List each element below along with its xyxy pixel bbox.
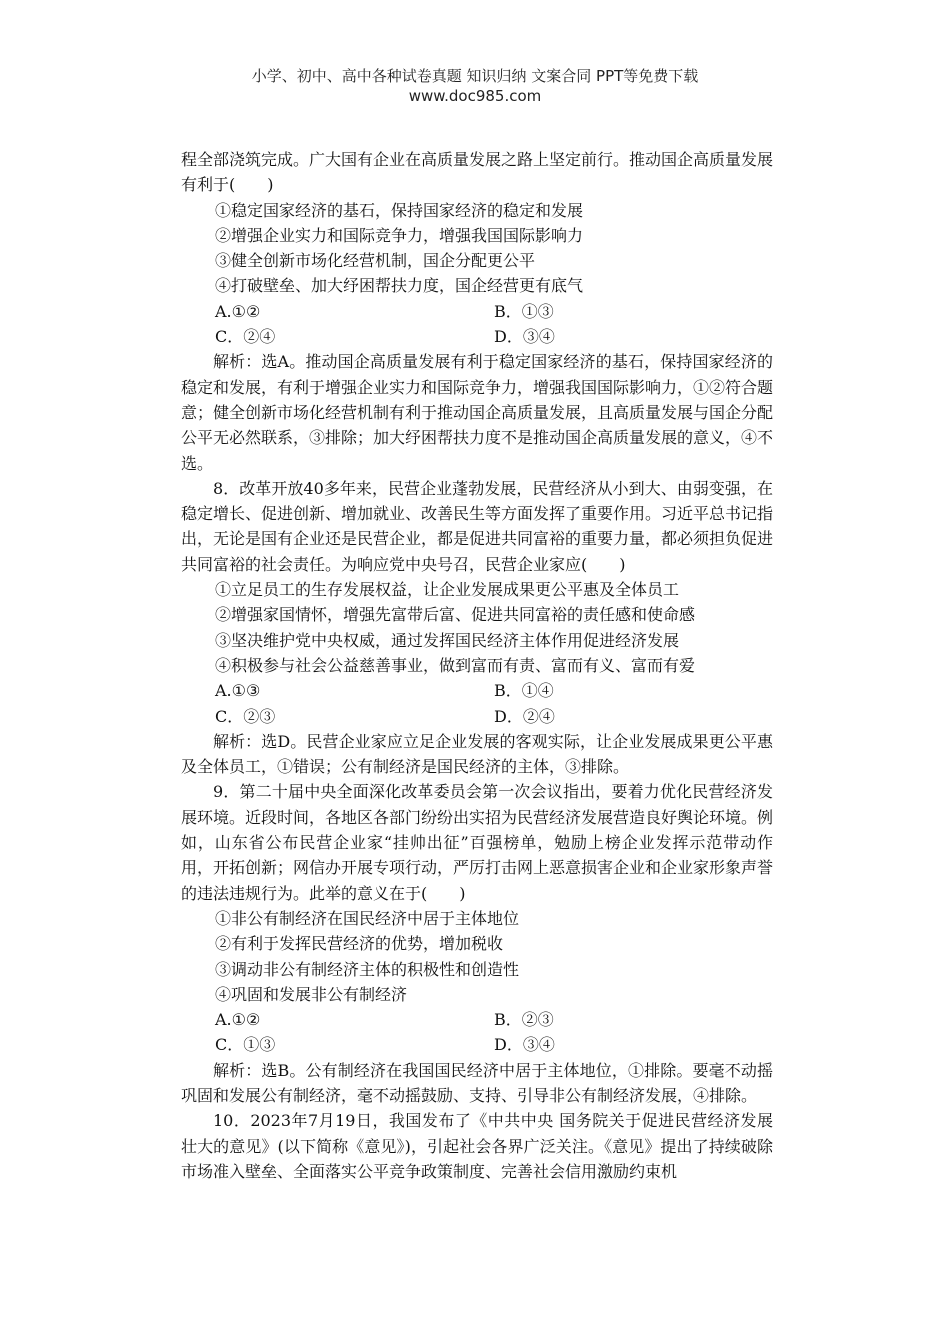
q8-option-b: B．①④ <box>494 681 554 701</box>
q7-stem: 程全部浇筑完成。广大国有企业在高质量发展之路上坚定前行。推动国企高质量发展有利于( ) <box>181 150 774 195</box>
q7-option-a: A.①② <box>215 301 261 321</box>
q7-item-1: ①稳定国家经济的基石，保持国家经济的稳定和发展 <box>215 200 584 220</box>
page-header <box>0 66 950 106</box>
q9-option-c: C．①③ <box>215 1035 276 1055</box>
q9-option-d: D．③④ <box>494 1035 555 1055</box>
q8-option-c: C．②③ <box>215 706 276 726</box>
q8-option-d: D．②④ <box>494 706 555 726</box>
q7-option-d: D．③④ <box>494 327 555 347</box>
header-promo-text: 小学、初中、高中各种试卷真题 知识归纳 文案合同 PPT等免费下载 <box>251 67 699 85</box>
q7-item-3: ③健全创新市场化经营机制，国企分配更公平 <box>215 251 536 271</box>
q10-stem: 10．2023年7月19日，我国发布了《中共中央 国务院关于促进民营经济发展壮大的意见》(以下简称《意见》)，引起社会各界广泛关注。《意见》提出了持续破除市场准入壁垒、全面落实公平竞争政策制度、完善社会信用激励约束机 <box>181 1111 773 1181</box>
q9-item-1: ①非公有制经济在国民经济中居于主体地位 <box>215 908 520 928</box>
q7-options-row-1 <box>181 299 773 324</box>
q7-item-2: ②增强企业实力和国际竞争力，增强我国国际影响力 <box>215 225 584 245</box>
header-website: www.doc985.com <box>408 87 542 105</box>
q9-analysis: 解析：选B。公有制经济在我国国民经济中居于主体地位，①排除。要毫不动摇巩固和发展公有制经济，毫不动摇鼓励、支持、引导非公有制经济发展，④排除。 <box>181 1060 773 1105</box>
q9-options-row-1 <box>181 1007 773 1032</box>
q9-option-b: B．②③ <box>494 1010 554 1030</box>
q9-item-2: ②有利于发挥民营经济的优势，增加税收 <box>215 934 504 954</box>
q8-item-3: ③坚决维护党中央权威，通过发挥国民经济主体作用促进经济发展 <box>215 630 680 650</box>
q9-stem: 9．第二十届中央全面深化改革委员会第一次会议指出，要着力优化民营经济发展环境。近段时间，各地区各部门纷纷出实招为民营经济发展营造良好舆论环境。例如，山东省公布民营企业家“挂帅出征”百强榜单，勉励上榜企业发挥示范带动作用，开拓创新；网信办开展专项行动，严厉打击网上恶意损害企业和企业家形象声誉的违法违规行为。此举的意义在于( ) <box>181 782 774 903</box>
q7-option-b: B．①③ <box>494 301 554 321</box>
q8-options-row-1 <box>181 678 773 703</box>
q8-item-2: ②增强家国情怀，增强先富带后富、促进共同富裕的责任感和使命感 <box>215 605 696 625</box>
q8-analysis: 解析：选D。民营企业家应立足企业发展的客观实际，让企业发展成果更公平惠及全体员工，①错误；公有制经济是国民经济的主体，③排除。 <box>181 731 773 777</box>
q8-item-1: ①立足员工的生存发展权益，让企业发展成果更公平惠及全体员工 <box>215 580 680 600</box>
q7-option-c: C．②④ <box>215 327 276 347</box>
q7-options-row-2 <box>181 324 773 349</box>
q7-analysis: 解析：选A。推动国企高质量发展有利于稳定国家经济的基石，保持国家经济的稳定和发展，有利于增强企业实力和国际竞争力，增强我国国际影响力，①②符合题意；健全创新市场化经营机制有利于推动国企高质量发展，且高质量发展与国企分配公平无必然联系，③排除；加大纾困帮扶力度不是推动国企高质量发展的意义，④不选。 <box>181 352 774 473</box>
q9-options-row-2 <box>181 1032 773 1057</box>
q9-item-3: ③调动非公有制经济主体的积极性和创造性 <box>215 959 520 979</box>
q8-options-row-2 <box>181 704 773 729</box>
q8-item-4: ④积极参与社会公益慈善事业，做到富而有责、富而有义、富而有爱 <box>215 655 696 675</box>
q8-option-a: A.①③ <box>215 681 261 701</box>
document-body <box>181 147 773 1184</box>
q8-stem: 8．改革开放40多年来，民营企业蓬勃发展，民营经济从小到大、由弱变强，在稳定增长、促进创新、增加就业、改善民生等方面发挥了重要作用。习近平总书记指出，无论是国有企业还是民营企业，都是促进共同富裕的重要力量，都必须担负促进共同富裕的社会责任。为响应党中央号召，民营企业家应( ) <box>181 478 774 574</box>
q7-item-4: ④打破壁垒、加大纾困帮扶力度，国企经营更有底气 <box>215 276 584 296</box>
q9-option-a: A.①② <box>215 1010 261 1030</box>
q9-item-4: ④巩固和发展非公有制经济 <box>215 984 408 1004</box>
